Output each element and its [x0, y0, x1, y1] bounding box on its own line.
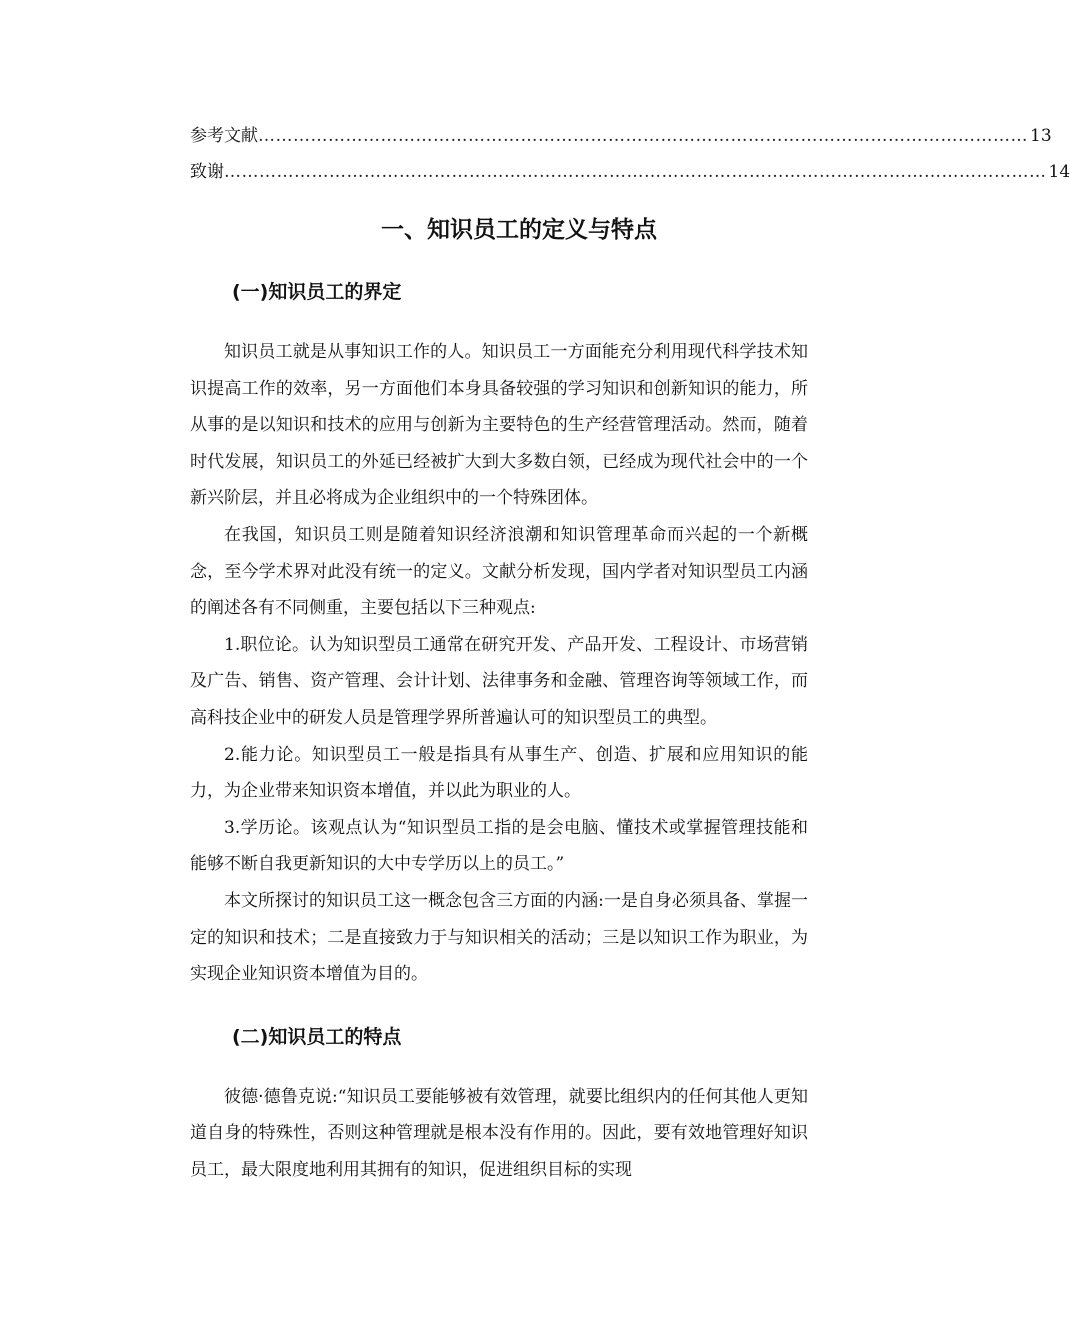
toc-entry-page: 13	[1030, 126, 1052, 146]
body-paragraph: 2.能力论。知识型员工一般是指具有从事生产、创造、扩展和应用知识的能力，为企业带来知识资本增值，并以此为职业的人。	[190, 744, 808, 802]
toc-entry-label: 参考文献	[190, 126, 258, 146]
toc-entry-page: 14	[1048, 162, 1070, 182]
body-paragraph: 彼德·德鲁克说:“知识员工要能够被有效管理，就要比组织内的任何其他人更知道自身的特殊性，否则这种管理就是根本没有作用的。因此，要有效地管理好知识员工，最大限度地利用其拥有的知识，促进组织目标的实现	[190, 1086, 808, 1180]
body-paragraph: 本文所探讨的知识员工这一概念包含三方面的内涵:一是自身必须具备、掌握一定的知识和技术；二是直接致力于与知识相关的活动；三是以知识工作为职业，为实现企业知识资本增值为目的。	[190, 890, 808, 985]
toc-entry-references[interactable]	[190, 118, 1052, 154]
toc-leader-dots: ……………………………………………………………………………………………………………………	[258, 126, 1028, 146]
toc-leader-dots: ……………………………………………………………………………………………………………………………	[224, 162, 1047, 182]
document-page	[190, 118, 1070, 1188]
toc-entry-acknowledgements[interactable]	[190, 154, 1070, 190]
toc-entry-label: 致谢	[190, 162, 224, 182]
body-paragraph: 在我国，知识员工则是随着知识经济浪潮和知识管理革命而兴起的一个新概念，至今学术界对此没有统一的定义。文献分析发现，国内学者对知识型员工内涵的阐述各有不同侧重，主要包括以下三种观点:	[190, 524, 808, 619]
section-heading-definition: (一)知识员工的界定	[232, 281, 402, 303]
body-paragraph: 1.职位论。认为知识型员工通常在研究开发、产品开发、工程设计、市场营销及广告、销售、资产管理、会计计划、法律事务和金融、管理咨询等领域工作，而高科技企业中的研发人员是管理学界所普遍认可的知识型员工的典型。	[190, 634, 808, 728]
chapter-heading: 一、知识员工的定义与特点	[381, 217, 657, 243]
section-heading-characteristics: (二)知识员工的特点	[232, 1025, 402, 1048]
body-paragraph: 知识员工就是从事知识工作的人。知识员工一方面能充分利用现代科学技术知识提高工作的效率，另一方面他们本身具备较强的学习知识和创新知识的能力，所从事的是以知识和技术的应用与创新为主要特色的生产经营管理活动。然而，随着时代发展，知识员工的外延已经被扩大到大多数白领，已经成为现代社会中的一个新兴阶层，并且必将成为企业组织中的一个特殊团体。	[190, 342, 808, 509]
body-paragraph: 3.学历论。该观点认为“知识型员工指的是会电脑、懂技术或掌握管理技能和能够不断自我更新知识的大中专学历以上的员工。”	[190, 817, 808, 875]
